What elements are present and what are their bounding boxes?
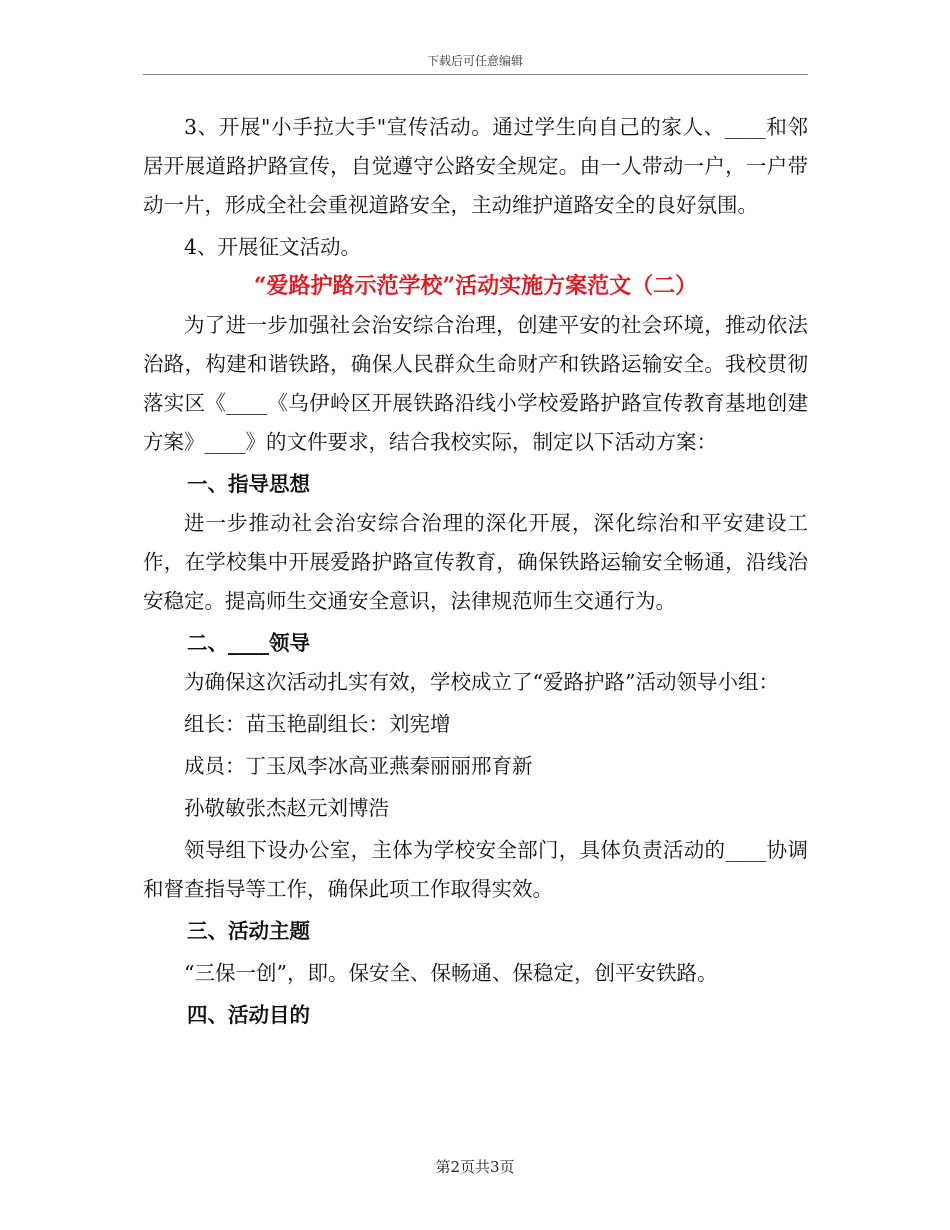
paragraph-members-cont: 孙敬敏张杰赵元刘博浩 <box>184 796 389 820</box>
section-title: “爱路护路示范学校”活动实施方案范文（二） <box>253 273 698 299</box>
heading-guiding-ideology: 一、指导思想 <box>187 472 310 496</box>
heading-activity-purpose: 四、活动目的 <box>187 1003 310 1027</box>
paragraph-theme: “三保一创”，即。保安全、保畅通、保稳定，创平安铁路。 <box>184 961 718 985</box>
paragraph-3: 为了进一步加强社会治安综合治理，创建平安的社会环境，推动依法治路，构建和谐铁路，确保人民群众生命财产和铁路运输安全。我校贯彻落实区《____《乌伊岭区开展铁路沿线小学校爱路护路宣传教育基地创建方案》____》的文件要求，结合我校实际，制定以下活动方案： <box>143 313 808 454</box>
paragraph-4: 进一步推动社会治安综合治理的深化开展，深化综治和平安建设工作，在学校集中开展爱路护路宣传教育，确保铁路运输安全畅通，沿线治安稳定。提高师生交通安全意识，法律规范师生交通行为。 <box>143 511 808 613</box>
paragraph-leaders: 组长：苗玉艳副组长：刘宪增 <box>184 712 451 736</box>
paragraph-1: 3、开展"小手拉大手"宣传活动。通过学生向自己的家人、____和邻居开展道路护路宣传，自觉遵守公路安全规定。由一人带动一户，一户带动一片，形成全社会重视道路安全，主动维护道路安全的良好氛围。 <box>143 115 808 217</box>
paragraph-members: 成员：丁玉凤李冰高亚燕秦丽丽邢育新 <box>184 754 533 778</box>
header-divider <box>143 74 808 75</box>
document-body <box>143 108 808 1035</box>
paragraph-office: 领导组下设办公室，主体为学校安全部门，具体负责活动的____协调和督查指导等工作，确保此项工作取得实效。 <box>143 838 808 901</box>
paragraph-2: 4、开展征文活动。 <box>184 235 362 259</box>
paragraph-5: 为确保这次活动扎实有效，学校成立了“爱路护路”活动领导小组： <box>184 670 779 694</box>
page-header: 下载后可任意编辑 <box>426 54 523 68</box>
heading-activity-theme: 三、活动主题 <box>187 919 310 943</box>
page-number: 第2页共3页 <box>435 1158 515 1176</box>
heading-leadership: 二、____领导 <box>187 631 310 655</box>
